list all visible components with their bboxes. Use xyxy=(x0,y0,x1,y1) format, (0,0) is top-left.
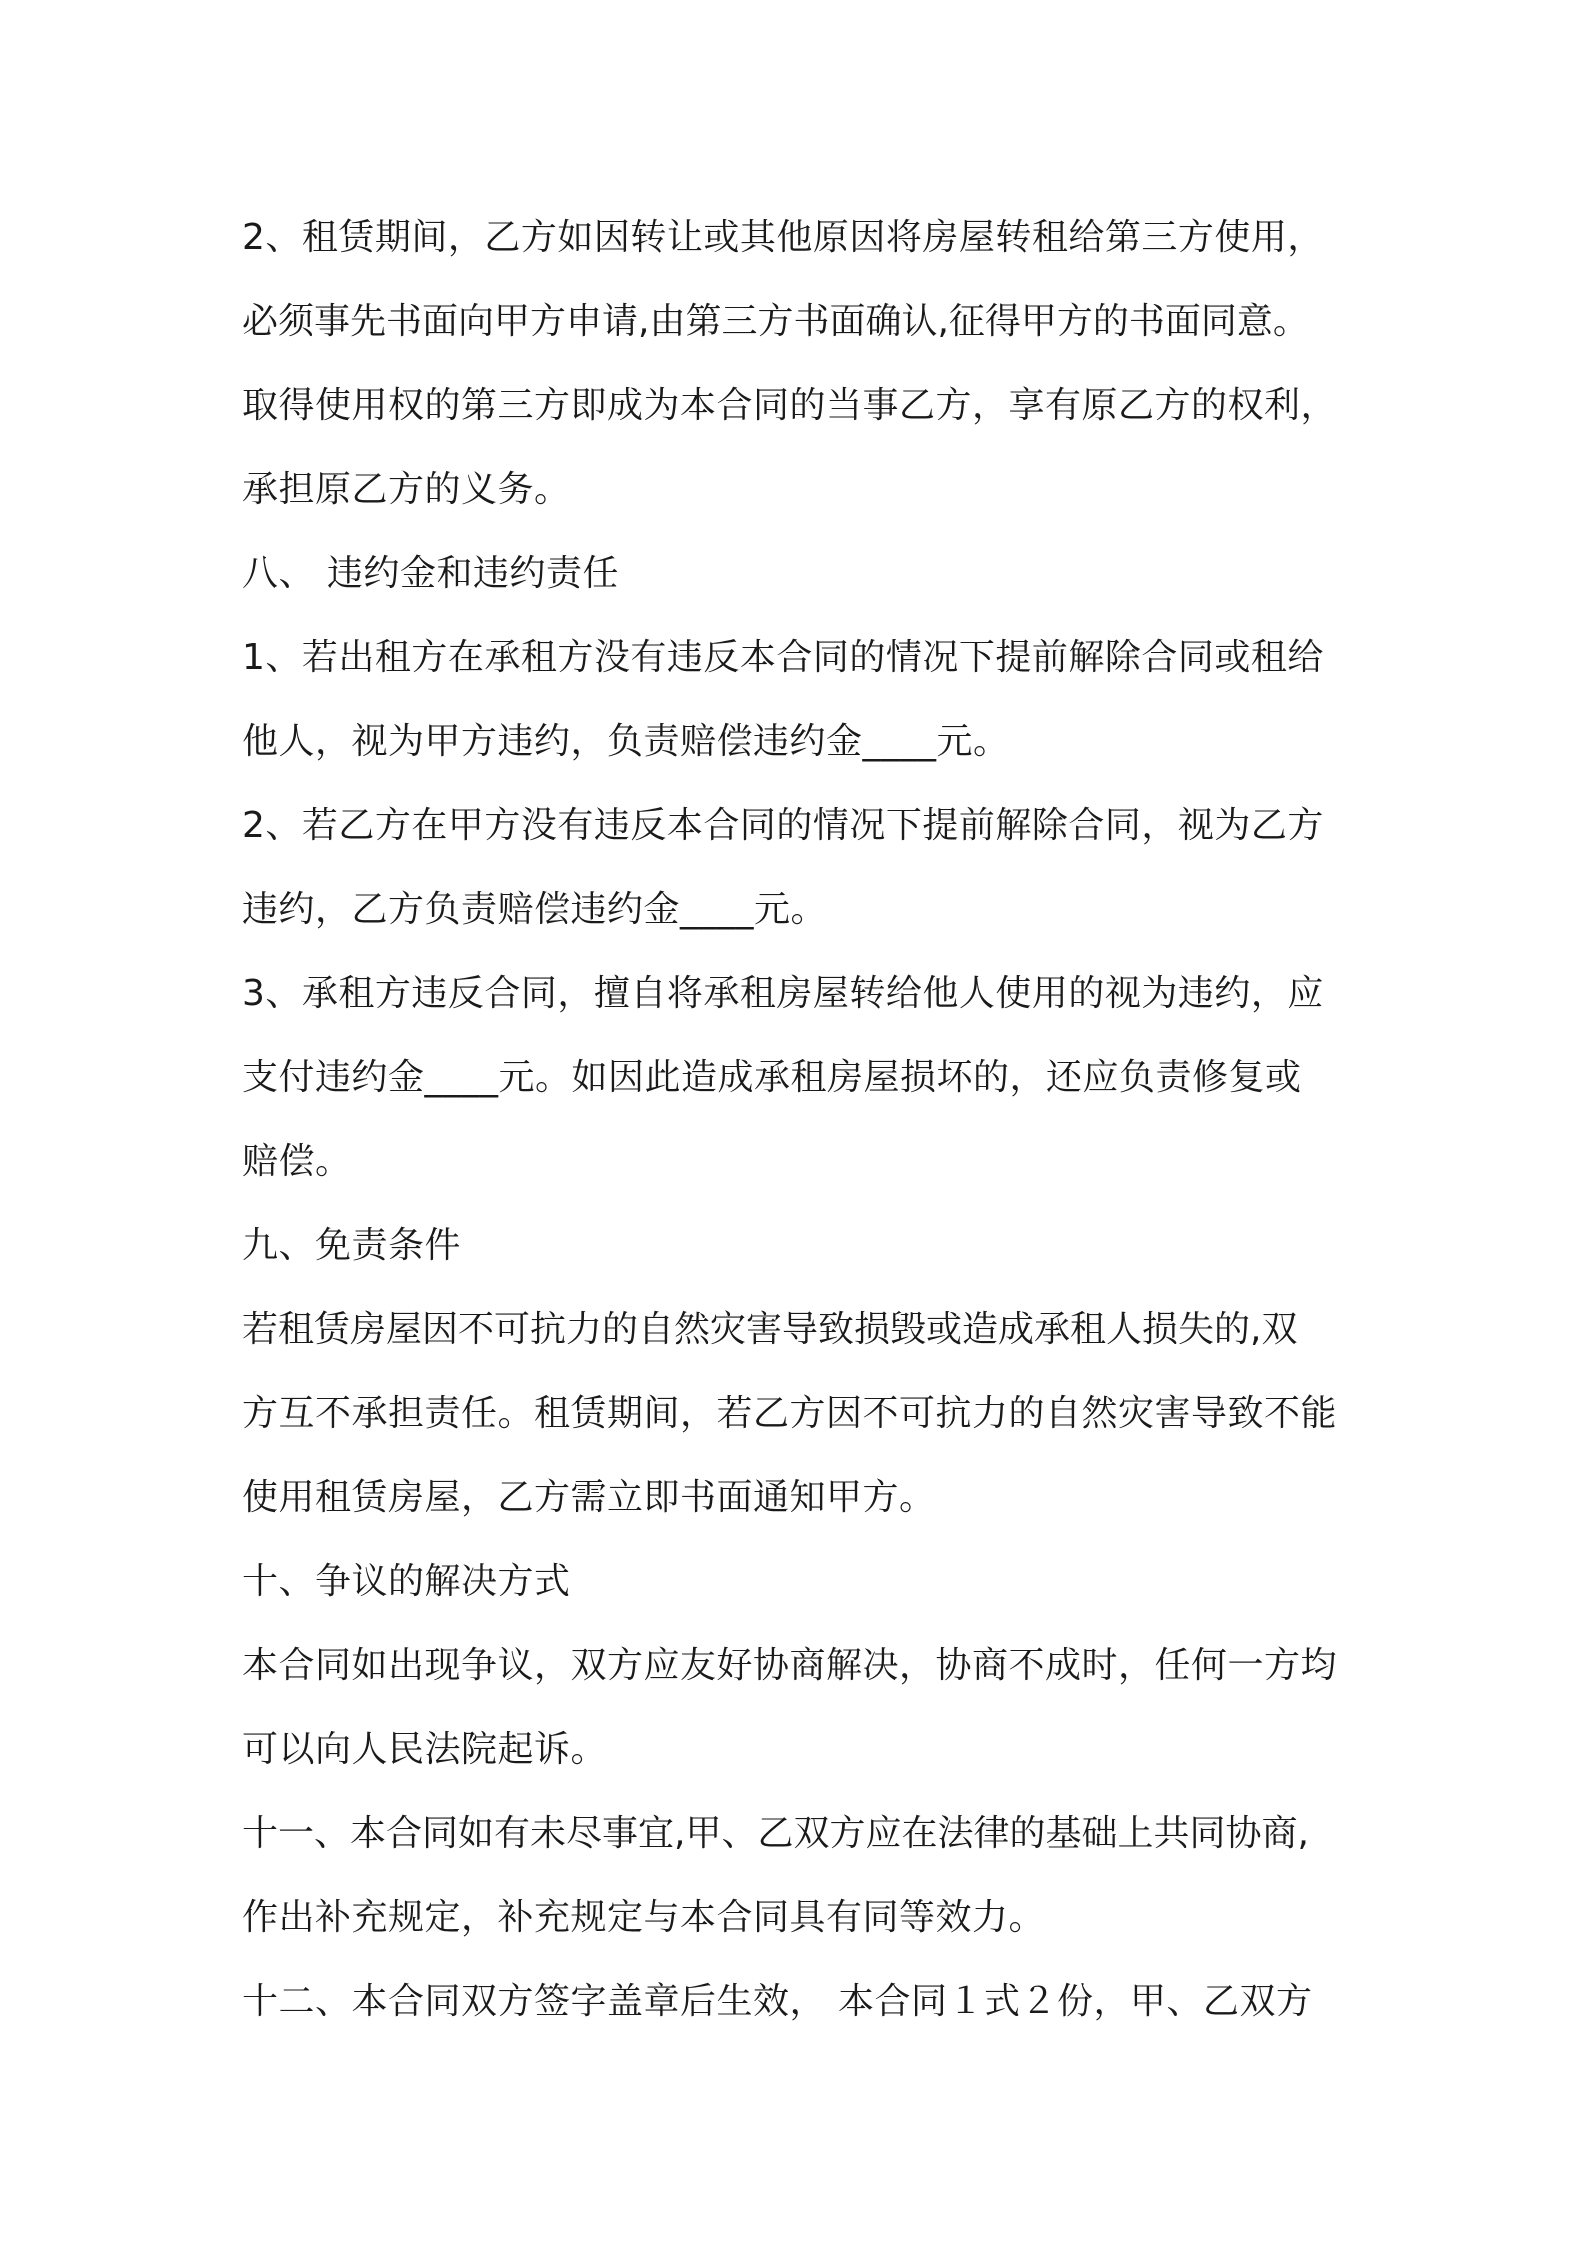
paragraph-line: 方互不承担责任。租赁期间，若乙方因不可抗力的自然灾害导致不能 xyxy=(242,1393,1338,1434)
paragraph-line: 1、若出租方在承租方没有违反本合同的情况下提前解除合同或租给 xyxy=(242,637,1324,678)
paragraph-line: 可以向人民法院起诉。 xyxy=(242,1729,608,1770)
paragraph-line: 十二、本合同双方签字盖章后生效， 本合同１式２份，甲、乙双方 xyxy=(242,1981,1313,2022)
paragraph-line: 承担原乙方的义务。 xyxy=(242,469,571,510)
paragraph-line: 支付违约金____元。如因此造成承租房屋损坏的，还应负责修复或 xyxy=(242,1057,1302,1098)
section-heading: 九、免责条件 xyxy=(242,1225,462,1266)
paragraph-line: 必须事先书面向甲方申请,由第三方书面确认,征得甲方的书面同意。 xyxy=(242,301,1309,342)
document-body xyxy=(242,196,1362,2044)
paragraph-line: 2、租赁期间，乙方如因转让或其他原因将房屋转租给第三方使用， xyxy=(242,217,1324,258)
paragraph-line: 赔偿。 xyxy=(242,1141,352,1182)
paragraph-line: 违约，乙方负责赔偿违约金____元。 xyxy=(242,889,828,930)
paragraph-line: 2、若乙方在甲方没有违反本合同的情况下提前解除合同，视为乙方 xyxy=(242,805,1324,846)
paragraph-line: 取得使用权的第三方即成为本合同的当事乙方，享有原乙方的权利， xyxy=(242,385,1338,426)
paragraph-line: 他人，视为甲方违约，负责赔偿违约金____元。 xyxy=(242,721,1010,762)
section-heading: 八、 违约金和违约责任 xyxy=(242,553,619,594)
paragraph-line: 十一、本合同如有未尽事宜,甲、乙双方应在法律的基础上共同协商, xyxy=(242,1813,1309,1854)
paragraph-line: 3、承租方违反合同，擅自将承租房屋转给他人使用的视为违约，应 xyxy=(242,973,1324,1014)
paragraph-line: 作出补充规定，补充规定与本合同具有同等效力。 xyxy=(242,1897,1046,1938)
paragraph-line: 使用租赁房屋，乙方需立即书面通知甲方。 xyxy=(242,1477,936,1518)
paragraph-line: 本合同如出现争议，双方应友好协商解决，协商不成时，任何一方均 xyxy=(242,1645,1338,1686)
section-heading: 十、争议的解决方式 xyxy=(242,1561,571,1602)
paragraph-line: 若租赁房屋因不可抗力的自然灾害导致损毁或造成承租人损失的,双 xyxy=(242,1309,1298,1350)
